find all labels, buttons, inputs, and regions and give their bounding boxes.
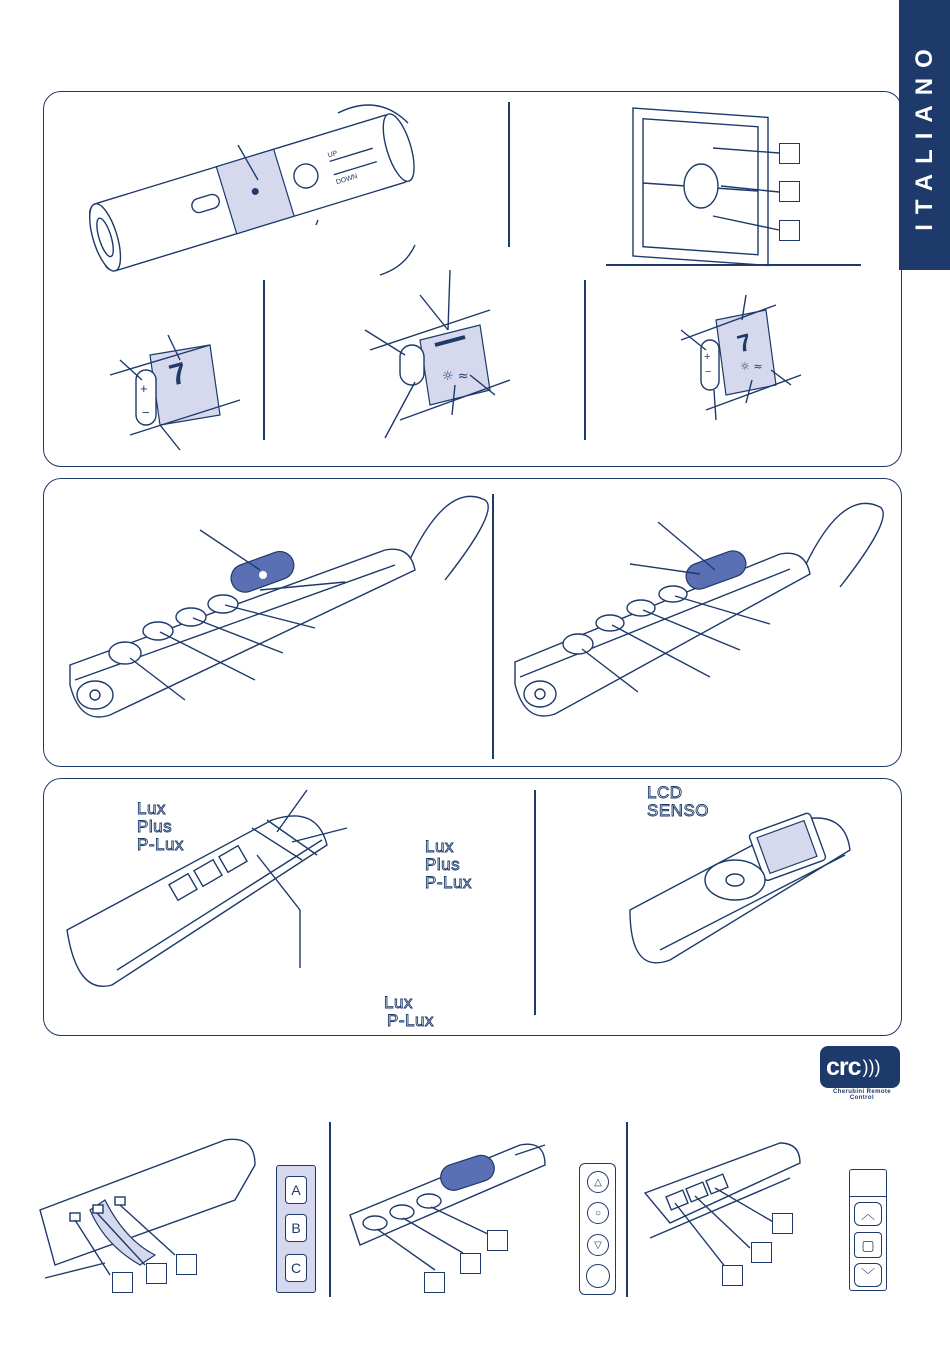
bottom-divider-2 — [626, 1122, 628, 1297]
model-name: P-Lux — [387, 1011, 434, 1030]
model-name: P-Lux — [425, 873, 472, 892]
callout-box — [112, 1272, 133, 1293]
callout-box — [722, 1265, 743, 1286]
callout-box — [772, 1213, 793, 1234]
callout-box — [751, 1242, 772, 1263]
model-label-mid — [425, 838, 472, 892]
display-digit: 7 — [165, 356, 191, 393]
bottom-divider-1 — [329, 1122, 331, 1297]
callout-box — [460, 1253, 481, 1274]
keypad-abc — [276, 1165, 316, 1293]
svg-text:UP: UP — [327, 149, 339, 160]
signal-waves-icon: ))) — [862, 1056, 881, 1077]
language-tab — [899, 0, 950, 270]
down-triangle-icon[interactable]: ▽ — [587, 1234, 609, 1256]
callout-box — [424, 1272, 445, 1293]
closeup-sun-bar — [360, 270, 520, 440]
lcd-remote-illustration — [620, 810, 870, 980]
stop-square-icon[interactable]: ▢ — [854, 1232, 882, 1258]
crc-logo — [820, 1046, 900, 1088]
svg-text:−: − — [705, 366, 712, 378]
circle-icon[interactable]: ○ — [587, 1202, 609, 1224]
model-name: Lux — [137, 799, 166, 818]
panel3-divider — [534, 790, 536, 1015]
key-c[interactable]: C — [285, 1254, 307, 1282]
flat-remote-illustration — [62, 790, 362, 1000]
key-a[interactable]: A — [285, 1176, 307, 1204]
svg-text:☼ ≈: ☼ ≈ — [442, 369, 469, 384]
model-name: Plus — [425, 855, 461, 874]
tubular-remote-illustration — [80, 95, 440, 285]
panel1-divider-right — [584, 280, 586, 440]
model-name: Lux — [384, 993, 413, 1012]
callout-box — [779, 220, 800, 241]
callout-box — [176, 1254, 197, 1275]
panel1-divider-left — [263, 280, 265, 440]
bottom-remote-2 — [345, 1135, 555, 1255]
svg-text:+: + — [704, 351, 711, 363]
chevron-up-icon[interactable]: ︿ — [854, 1202, 882, 1226]
bottom-remote-3 — [640, 1138, 810, 1268]
chevron-down-icon[interactable]: ﹀ — [854, 1263, 882, 1287]
keypad-top-slot — [850, 1196, 886, 1197]
svg-text:☼ ≈: ☼ ≈ — [740, 360, 763, 373]
wall-switch-illustration — [633, 108, 803, 263]
handheld-remote-right — [510, 482, 900, 722]
svg-text:+: + — [140, 381, 148, 396]
keypad-chevrons — [849, 1169, 887, 1291]
wall-switch-underline — [606, 264, 861, 266]
model-label-bottom — [384, 994, 434, 1030]
model-name: P-Lux — [137, 835, 184, 854]
panel1-divider — [508, 102, 510, 247]
callout-box — [487, 1230, 508, 1251]
handheld-remote-left — [55, 490, 475, 730]
panel2-divider — [492, 494, 494, 759]
crc-logo-word: crc — [826, 1052, 861, 1081]
keypad-arrows — [579, 1163, 616, 1295]
crc-logo-caption: Cherubini Remote Control — [832, 1089, 892, 1101]
svg-text:DOWN: DOWN — [335, 173, 359, 187]
callout-box — [146, 1263, 167, 1284]
up-triangle-icon[interactable]: △ — [587, 1171, 609, 1193]
callout-box — [779, 143, 800, 164]
key-b[interactable]: B — [285, 1214, 307, 1242]
language-tab-label: ITALIANO — [910, 39, 938, 231]
model-name: Lux — [425, 837, 454, 856]
model-name: Plus — [137, 817, 173, 836]
model-name: SENSO — [647, 801, 710, 820]
model-name: LCD — [647, 783, 683, 802]
callout-box — [779, 181, 800, 202]
blank-circle-icon[interactable] — [586, 1264, 610, 1288]
display-digit-small: 7 — [734, 328, 755, 359]
svg-text:−: − — [142, 405, 150, 420]
